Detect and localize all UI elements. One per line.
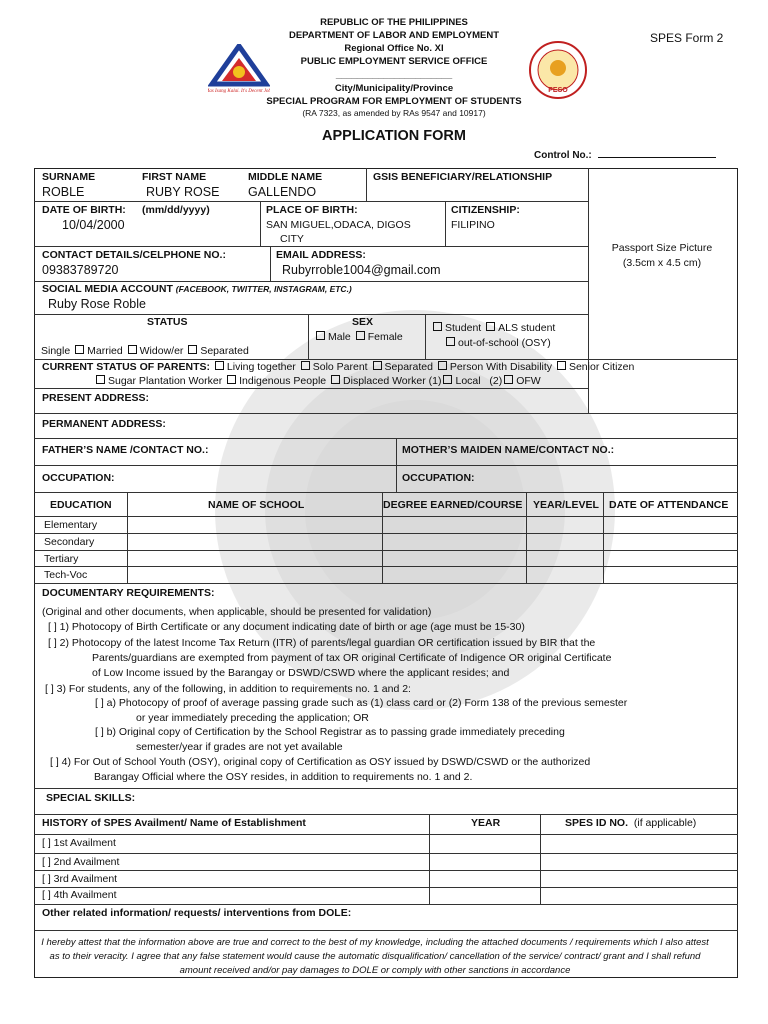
history-id-hint: (if applicable) — [633, 817, 697, 829]
pwd-checkbox[interactable] — [438, 361, 447, 370]
dob-value[interactable]: 10/04/2000 — [62, 218, 125, 232]
requirement-3b2: semester/year if grades are not yet available — [136, 741, 343, 753]
displaced-checkbox[interactable] — [331, 375, 340, 384]
married-checkbox[interactable] — [75, 345, 84, 354]
parents-label: CURRENT STATUS OF PARENTS: — [42, 361, 210, 373]
ip-checkbox[interactable] — [227, 375, 236, 384]
header-city: City/Municipality/Province — [334, 83, 454, 94]
requirement-2a: [ ] 2) Photocopy of the latest Income Tax Return (ITR) of parents/legal guardian OR certification issued by BIR that the — [48, 637, 596, 649]
ofw-checkbox[interactable] — [504, 375, 513, 384]
control-no — [534, 148, 716, 161]
present-address-label: PRESENT ADDRESS: — [42, 392, 149, 404]
father-occupation-label: OCCUPATION: — [42, 472, 115, 484]
status-widow[interactable]: Widow/er — [139, 345, 184, 357]
parents-pwd[interactable]: Person With Disability — [449, 361, 553, 373]
surname-value[interactable]: ROBLE — [42, 185, 85, 199]
contact-value[interactable]: 09383789720 — [42, 263, 119, 277]
widow-checkbox[interactable] — [128, 345, 137, 354]
requirement-2c: of Low Income issued by the Barangay or DSWD/CSWD where the applicant resides; and — [92, 667, 510, 679]
student-options — [431, 322, 555, 335]
separated-parents-checkbox[interactable] — [373, 361, 382, 370]
edu-header-year: YEAR/LEVEL — [533, 499, 599, 511]
als-checkbox[interactable] — [486, 322, 495, 331]
requirement-3a1: [ ] a) Photocopy of proof of average passing grade such as (1) class card or (2) Form 138 of the previous semester — [95, 697, 628, 709]
availment-4[interactable]: [ ] 4th Availment — [42, 889, 117, 901]
photo-size: (3.5cm x 4.5 cm) — [622, 257, 702, 269]
osy-checkbox[interactable] — [446, 337, 455, 346]
parents-row-1 — [42, 361, 634, 374]
page-title: APPLICATION FORM — [322, 128, 466, 144]
requirement-3: [ ] 3) For students, any of the following, in addition to requirements no. 1 and 2: — [45, 683, 411, 695]
parents-solo[interactable]: Solo Parent — [312, 361, 368, 373]
requirement-3b1: [ ] b) Original copy of Certification by the School Registrar as to passing grade immediately preceding — [95, 726, 565, 738]
edu-header-degree: DEGREE EARNED/COURSE — [383, 499, 523, 511]
photo-label: Passport Size Picture — [611, 242, 713, 254]
pob-label: PLACE OF BIRTH: — [266, 204, 358, 216]
edu-row-tertiary: Tertiary — [44, 553, 79, 565]
type-als[interactable]: ALS student — [498, 322, 556, 334]
requirement-2b: Parents/guardians are exempted from payment of tax OR original Certificate of Indigence OR original Certificate — [92, 652, 612, 664]
gsis-label: GSIS BENEFICIARY/RELATIONSHIP — [373, 171, 553, 183]
sex-male[interactable]: Male — [328, 331, 351, 343]
sex-label: SEX — [352, 316, 374, 328]
availment-1[interactable]: [ ] 1st Availment — [42, 837, 116, 849]
header-peso: PUBLIC EMPLOYMENT SERVICE OFFICE — [300, 56, 488, 67]
edu-row-techvoc: Tech-Voc — [44, 569, 88, 581]
form-id: SPES Form 2 — [650, 31, 724, 45]
availment-2[interactable]: [ ] 2nd Availment — [42, 856, 120, 868]
osy-option — [444, 337, 551, 350]
edu-header-date: DATE OF ATTENDANCE — [609, 499, 729, 511]
history-id-text: SPES ID NO. — [565, 817, 629, 829]
dole-logo — [208, 44, 270, 99]
dob-format: (mm/dd/yyyy) — [142, 204, 210, 216]
status-married[interactable]: Married — [87, 345, 123, 357]
header-ra: (RA 7323, as amended by RAs 9547 and 10917) — [302, 108, 486, 118]
parents-local[interactable]: Local — [455, 375, 481, 387]
contact-label: CONTACT DETAILS/CELPHONE NO.: — [42, 249, 226, 261]
parents-sugar[interactable]: Sugar Plantation Worker — [108, 375, 223, 387]
control-no-field[interactable] — [598, 148, 716, 158]
living-together-checkbox[interactable] — [215, 361, 224, 370]
sex-female[interactable]: Female — [367, 331, 403, 343]
sex-options — [314, 331, 403, 344]
special-skills-label: SPECIAL SKILLS: — [46, 792, 136, 804]
pob-value-line1[interactable]: SAN MIGUEL,ODACA, DIGOS — [266, 219, 411, 231]
history-year-label: YEAR — [471, 817, 501, 829]
requirements-intro: (Original and other documents, when applicable, should be presented for validation) — [42, 606, 432, 618]
requirement-4b: Barangay Official where the OSY resides, in addition to requirements no. 1 and 2. — [94, 771, 473, 783]
status-label: STATUS — [147, 316, 188, 328]
middlename-value[interactable]: GALLENDO — [248, 185, 317, 199]
mother-occupation-label: OCCUPATION: — [402, 472, 475, 484]
edu-header-school: NAME OF SCHOOL — [208, 499, 305, 511]
local-checkbox[interactable] — [443, 375, 452, 384]
requirement-3a2: or year immediately preceding the application; OR — [136, 712, 369, 724]
other-info-label: Other related information/ requests/ interventions from DOLE: — [42, 907, 352, 919]
social-hint: (FACEBOOK, TWITTER, INSTAGRAM, ETC.) — [175, 284, 352, 294]
mother-label: MOTHER’S MAIDEN NAME/CONTACT NO.: — [402, 444, 615, 456]
permanent-address-label: PERMANENT ADDRESS: — [42, 418, 166, 430]
parents-ofw[interactable]: OFW — [516, 375, 541, 387]
history-label: HISTORY of SPES Availment/ Name of Establishment — [42, 817, 306, 829]
parents-local-num: (1) — [428, 375, 442, 387]
social-label — [42, 283, 352, 296]
header-spes: SPECIAL PROGRAM FOR EMPLOYMENT OF STUDENTS — [266, 96, 522, 107]
parents-ip[interactable]: Indigenous People — [239, 375, 327, 387]
email-label: EMAIL ADDRESS: — [276, 249, 366, 261]
parents-displaced[interactable]: Displaced Worker — [343, 375, 426, 387]
requirement-4a: [ ] 4) For Out of School Youth (OSY), original copy of Certification as OSY issued by DSWD/CSWD or the authorized — [50, 756, 591, 768]
dole-logo-text: Mas Isang Kalai. It's Decent Jobs — [208, 89, 270, 94]
status-options — [41, 345, 249, 358]
solo-parent-checkbox[interactable] — [301, 361, 310, 370]
student-checkbox[interactable] — [433, 322, 442, 331]
dob-label: DATE OF BIRTH: — [42, 204, 126, 216]
citizenship-label: CITIZENSHIP: — [451, 204, 520, 216]
status-separated[interactable]: Separated — [200, 345, 249, 357]
surname-label: SURNAME — [42, 171, 96, 183]
citizenship-value[interactable]: FILIPINO — [451, 219, 495, 231]
requirement-1: [ ] 1) Photocopy of Birth Certificate or any document indicating date of birth or age (age must be 15-30) — [48, 621, 525, 633]
pob-value-line2[interactable]: CITY — [280, 233, 304, 245]
middlename-label: MIDDLE NAME — [248, 171, 323, 183]
firstname-value[interactable]: RUBY ROSE — [146, 185, 220, 199]
status-single[interactable]: Single — [41, 345, 71, 357]
parents-senior[interactable]: Senior Citizen — [568, 361, 635, 373]
parents-ofw-num: (2) — [489, 375, 503, 387]
male-checkbox[interactable] — [316, 331, 325, 340]
senior-checkbox[interactable] — [557, 361, 566, 370]
email-value[interactable]: Rubyrroble1004@gmail.com — [282, 263, 441, 277]
social-value[interactable]: Ruby Rose Roble — [48, 297, 146, 311]
edu-header-education: EDUCATION — [50, 499, 112, 511]
firstname-label: FIRST NAME — [142, 171, 207, 183]
header-region: Regional Office No. XI — [344, 43, 444, 54]
declaration-text: I hereby attest that the information above are true and correct to the best of my knowledge, including the attached documents / requirements which I also attest as to their veracity. I agree that any false statement would cause the automatic disqualification/ cancellation of the service/ contract/ grant and I shall refund amount received and/or pay damages to DOLE or comply with other sanctions in accordance — [41, 937, 709, 976]
type-student[interactable]: Student — [445, 322, 482, 334]
type-osy[interactable]: out-of-school (OSY) — [458, 337, 551, 349]
peso-logo-text: PESO — [548, 87, 568, 94]
parents-living-together[interactable]: Living together — [226, 361, 296, 373]
separated-checkbox[interactable] — [188, 345, 197, 354]
peso-logo — [528, 40, 588, 105]
edu-row-secondary: Secondary — [44, 536, 95, 548]
edu-row-elementary: Elementary — [44, 519, 98, 531]
header-blank-line: ______________________ — [335, 70, 453, 81]
female-checkbox[interactable] — [356, 331, 365, 340]
parents-separated[interactable]: Separated — [384, 361, 433, 373]
requirements-label: DOCUMENTARY REQUIREMENTS: — [42, 587, 215, 599]
control-no-label: Control No.: — [534, 150, 592, 161]
header-dole: DEPARTMENT OF LABOR AND EMPLOYMENT — [288, 30, 500, 41]
sugar-checkbox[interactable] — [96, 375, 105, 384]
availment-3[interactable]: [ ] 3rd Availment — [42, 873, 118, 885]
social-label-text: SOCIAL MEDIA ACCOUNT — [42, 283, 173, 295]
father-label: FATHER’S NAME /CONTACT NO.: — [42, 444, 209, 456]
history-id-label — [565, 817, 696, 830]
header-republic: REPUBLIC OF THE PHILIPPINES — [320, 17, 468, 28]
parents-row-2 — [94, 375, 541, 388]
